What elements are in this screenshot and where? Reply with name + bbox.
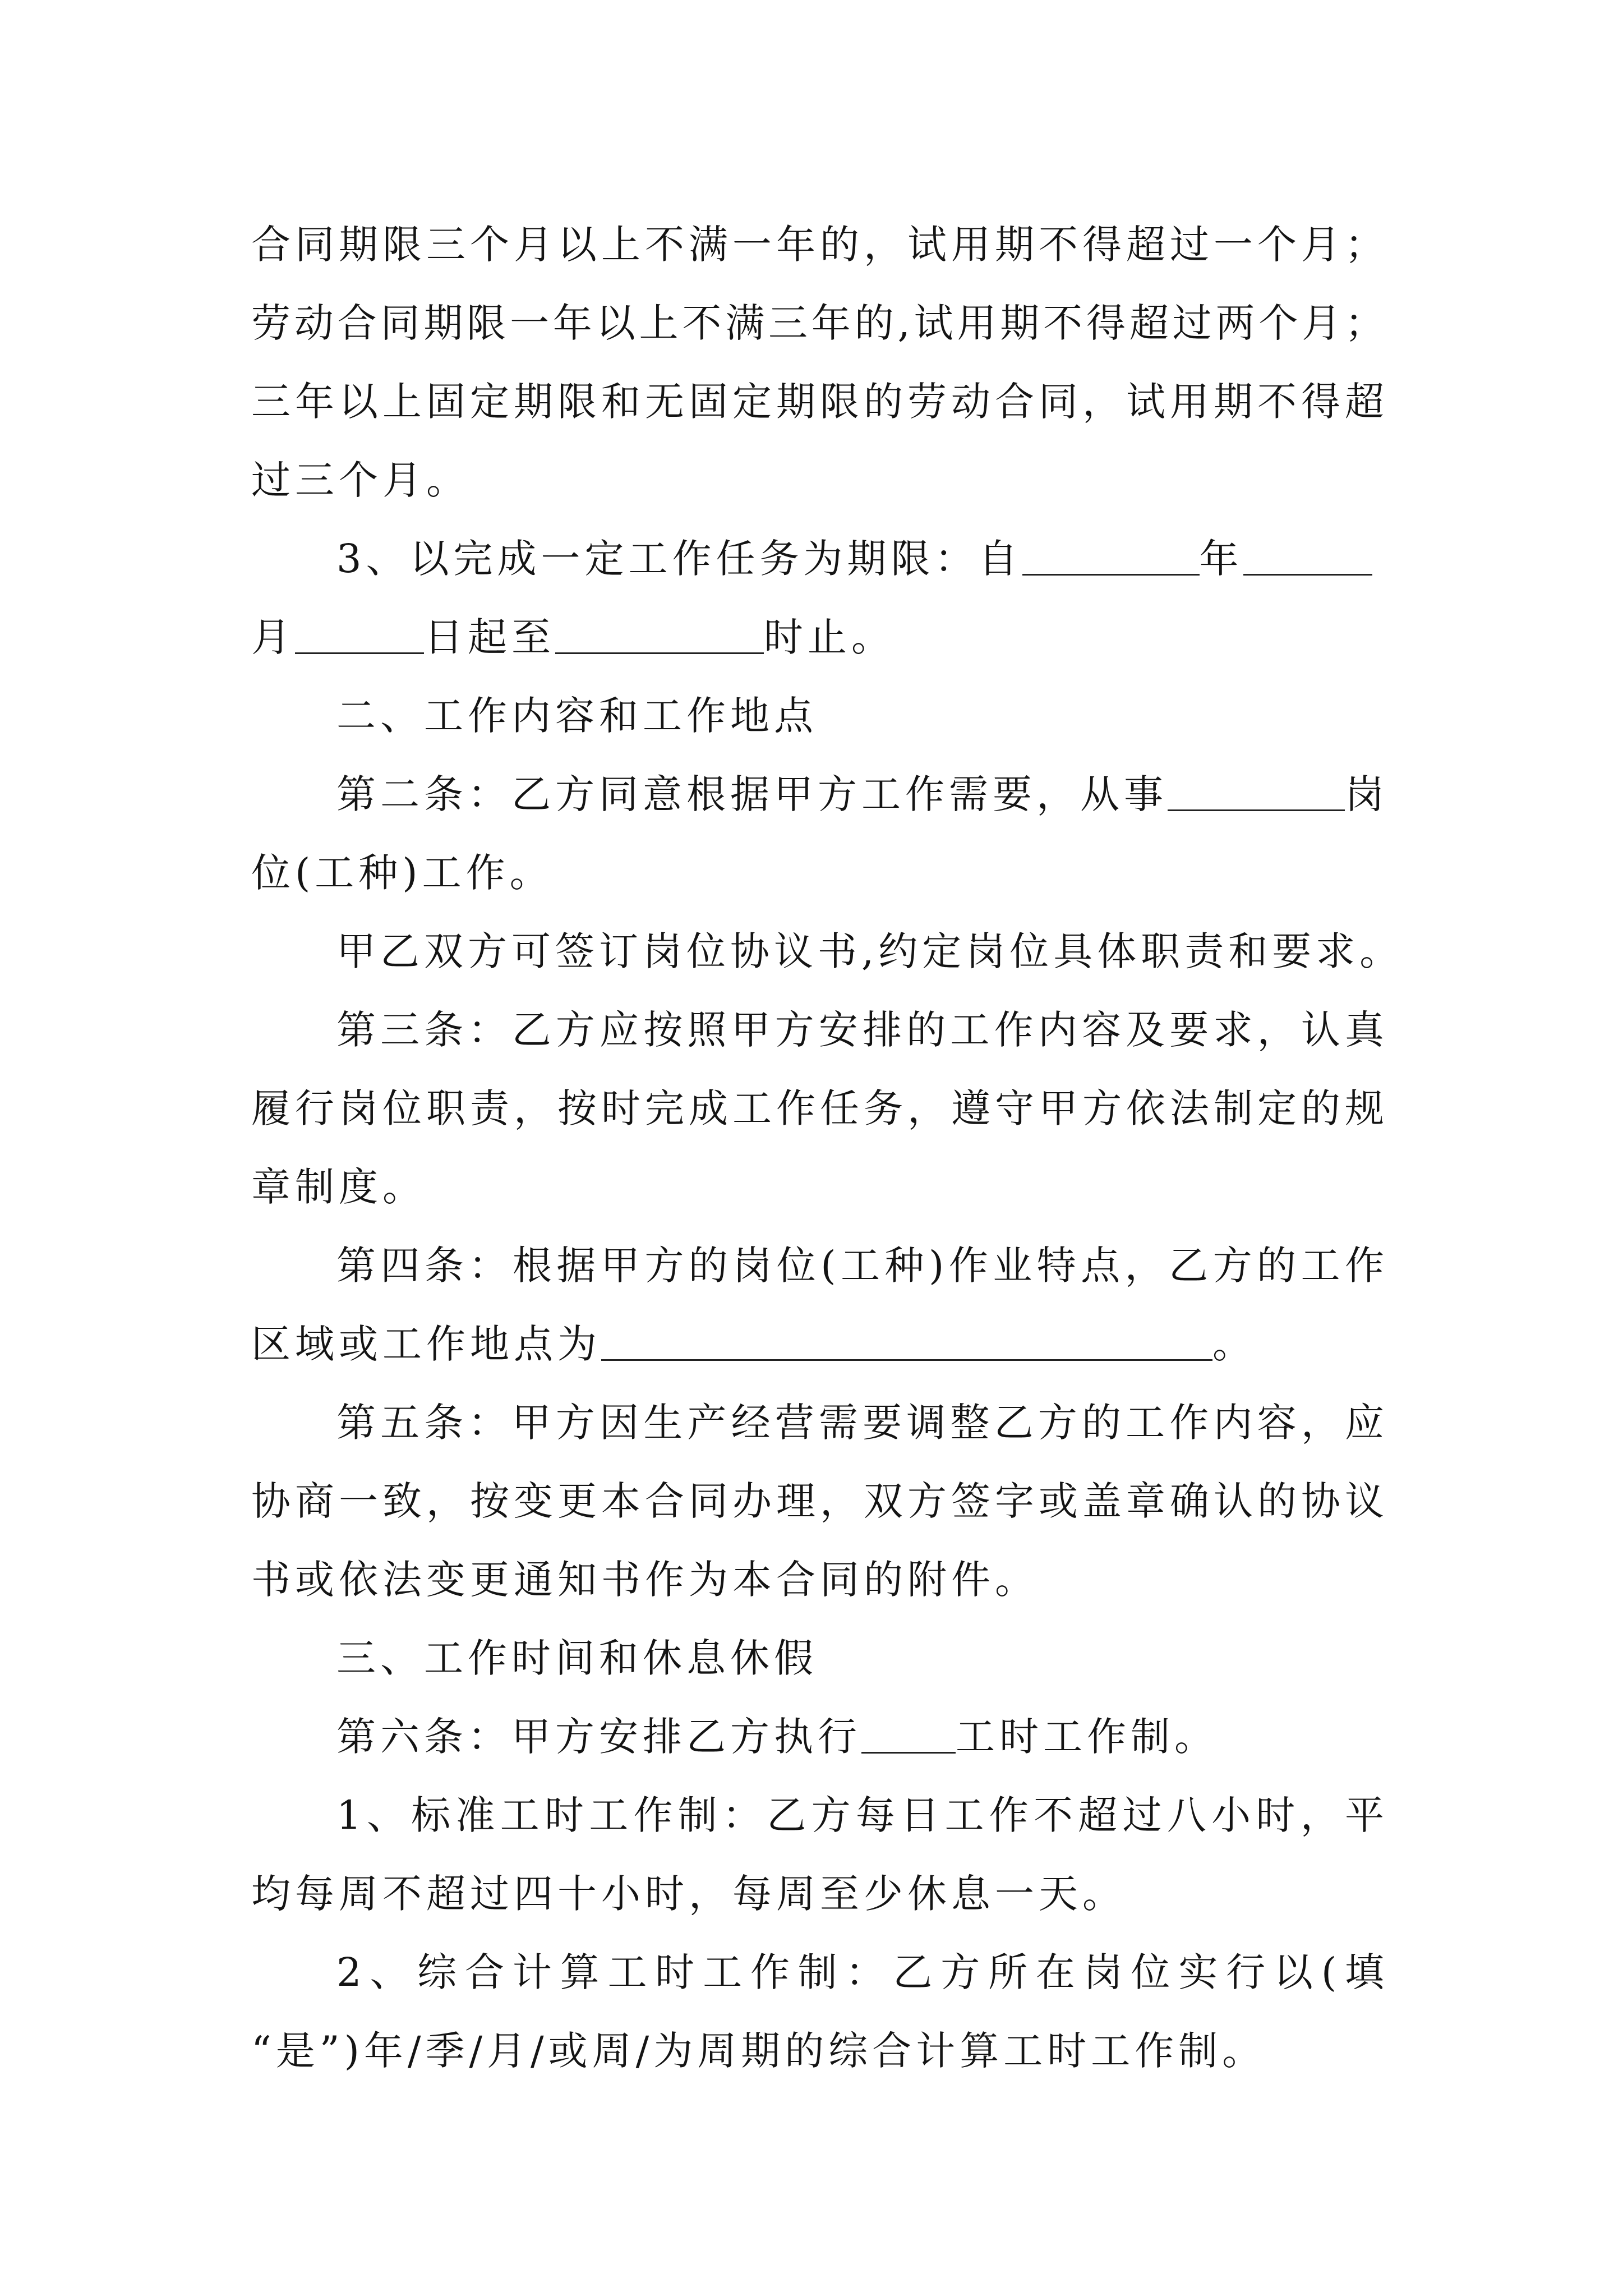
- line-text: 第六条：甲方安排乙方执行: [336, 1714, 861, 1760]
- blank-field: [555, 613, 764, 654]
- section-heading: 三、工作时间和休息休假: [336, 1635, 818, 1681]
- text-line: 劳动合同期限一年以上不满三年的,试用期不得超过两个月；: [251, 300, 1384, 346]
- line-text: 时止。: [764, 614, 895, 660]
- text-line: 1、标准工时工作制：乙方每日工作不超过八小时，平: [336, 1792, 1384, 1838]
- text-line: 第四条：根据甲方的岗位(工种)作业特点，乙方的工作: [336, 1243, 1384, 1289]
- text-line: 过三个月。: [251, 457, 470, 503]
- line-text: 日起至: [424, 614, 555, 660]
- line-text: 月: [251, 614, 295, 660]
- text-line: 位(工种)工作。: [251, 850, 554, 896]
- blank-field: [1168, 770, 1345, 811]
- section-heading: 二、工作内容和工作地点: [336, 693, 818, 739]
- blank-field: [1022, 535, 1200, 576]
- text-line: 合同期限三个月以上不满一年的，试用期不得超过一个月；: [251, 222, 1384, 268]
- line-text: 3、以完成一定工作任务为期限：自: [336, 536, 1022, 582]
- text-line: 2、综合计算工时工作制：乙方所在岗位实行以(填: [336, 1949, 1384, 1995]
- fill-in-line: [251, 598, 1384, 677]
- line-text: 区域或工作地点为: [251, 1321, 601, 1367]
- blank-field: [601, 1320, 1212, 1361]
- fill-in-line: [251, 1305, 1384, 1383]
- text-line: 章制度。: [251, 1164, 426, 1210]
- line-text: 第二条：乙方同意根据甲方工作需要，从事: [336, 771, 1168, 817]
- blank-field: [1243, 535, 1372, 576]
- text-line: 甲乙双方可签订岗位协议书,约定岗位具体职责和要求。: [336, 928, 1404, 974]
- line-text: 工时工作制。: [956, 1714, 1218, 1760]
- fill-in-line: [336, 1697, 1384, 1776]
- fill-in-line: [336, 519, 1384, 598]
- text-line: 第五条：甲方因生产经营需要调整乙方的工作内容，应: [336, 1400, 1384, 1446]
- line-text: 年: [1199, 536, 1243, 582]
- fill-in-line: [336, 755, 1389, 834]
- text-line: 履行岗位职责，按时完成工作任务，遵守甲方依法制定的规: [251, 1085, 1384, 1131]
- text-line: 均每周不超过四十小时，每周至少休息一天。: [251, 1871, 1126, 1917]
- text-line: 第三条：乙方应按照甲方安排的工作内容及要求，认真: [336, 1007, 1384, 1053]
- line-text: 岗: [1345, 771, 1389, 817]
- text-line: 三年以上固定期限和无固定期限的劳动合同，试用期不得超: [251, 379, 1384, 425]
- text-line: 协商一致，按变更本合同办理，双方签字或盖章确认的协议: [251, 1478, 1384, 1524]
- blank-field: [861, 1713, 956, 1754]
- text-line: “是”)年/季/月/或周/为周期的综合计算工时工作制。: [251, 2028, 1266, 2074]
- line-text: 。: [1212, 1321, 1256, 1367]
- text-line: 书或依法变更通知书作为本合同的附件。: [251, 1557, 1039, 1603]
- blank-field: [295, 613, 424, 654]
